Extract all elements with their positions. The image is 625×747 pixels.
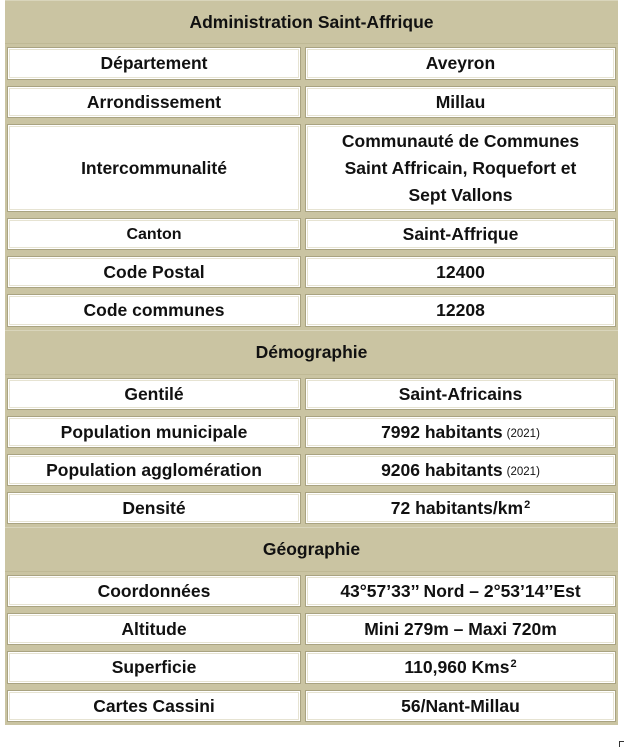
section-title: Administration Saint-Affrique	[189, 11, 434, 32]
year-note: (2021)	[506, 427, 540, 440]
value-text: 72 habitants/km	[390, 497, 524, 518]
row-label: Intercommunalité	[7, 124, 301, 212]
row-value: 12400	[305, 256, 616, 288]
row-value	[305, 492, 616, 524]
row-value: 12208	[305, 294, 616, 327]
row-label: Code Postal	[7, 256, 301, 288]
row-label: Population municipale	[7, 416, 301, 448]
year-note: (2021)	[506, 465, 540, 478]
row-value: Millau	[305, 86, 616, 118]
table-row-canton	[5, 215, 618, 253]
row-value: Saint-Africains	[305, 378, 616, 410]
row-label: Département	[7, 47, 301, 80]
table-row-cartes-cassini	[5, 687, 618, 725]
section-header-administration	[5, 0, 618, 44]
table-row-departement	[5, 44, 618, 83]
table-row-population-agglomeration	[5, 451, 618, 489]
row-label: Cartes Cassini	[7, 690, 301, 722]
row-value: Saint-Affrique	[305, 218, 616, 250]
superscript: 2	[524, 498, 531, 511]
table-row-code-postal	[5, 253, 618, 291]
row-label: Densité	[7, 492, 301, 524]
row-label: Canton	[7, 218, 301, 250]
row-label: Coordonnées	[7, 575, 301, 607]
value-text: 9206 habitants	[381, 459, 503, 480]
row-label: Gentilé	[7, 378, 301, 410]
value-line: Sept Vallons	[408, 184, 513, 205]
value-text: 110,960 Kms	[404, 657, 510, 677]
row-label: Population agglomération	[7, 454, 301, 486]
row-label: Code communes	[7, 294, 301, 327]
row-label: Arrondissement	[7, 86, 301, 118]
table-row-arrondissement	[5, 83, 618, 121]
row-value: 56/Nant-Millau	[305, 690, 616, 722]
table-row-superficie	[5, 648, 618, 687]
row-label: Altitude	[7, 613, 301, 645]
row-value	[305, 454, 616, 486]
row-value: Aveyron	[305, 47, 616, 80]
section-title: Démographie	[255, 342, 368, 362]
row-value	[305, 416, 616, 448]
table-row-altitude	[5, 610, 618, 648]
table-row-coordonnees	[5, 572, 618, 610]
value-line: Communauté de Communes	[341, 130, 580, 151]
table-row-code-communes	[5, 291, 618, 330]
section-title: Géographie	[262, 539, 361, 559]
superscript: 2	[510, 658, 517, 670]
row-value: Mini 279m – Maxi 720m	[305, 613, 616, 645]
value-line: Saint Affricain, Roquefort et	[344, 157, 577, 178]
value-text: 7992 habitants	[381, 421, 503, 442]
infobox-table	[5, 0, 618, 725]
section-header-geographie	[5, 527, 618, 572]
corner-mark	[619, 741, 624, 747]
table-row-densite	[5, 489, 618, 527]
section-header-demographie	[5, 330, 618, 375]
table-row-population-municipale	[5, 413, 618, 451]
table-row-intercommunalite	[5, 121, 618, 215]
row-value	[305, 651, 616, 684]
row-value: 43°57’33’’ Nord – 2°53’14’’Est	[305, 575, 616, 607]
table-row-gentile	[5, 375, 618, 413]
row-label: Superficie	[7, 651, 301, 684]
row-value-multiline	[305, 124, 616, 212]
